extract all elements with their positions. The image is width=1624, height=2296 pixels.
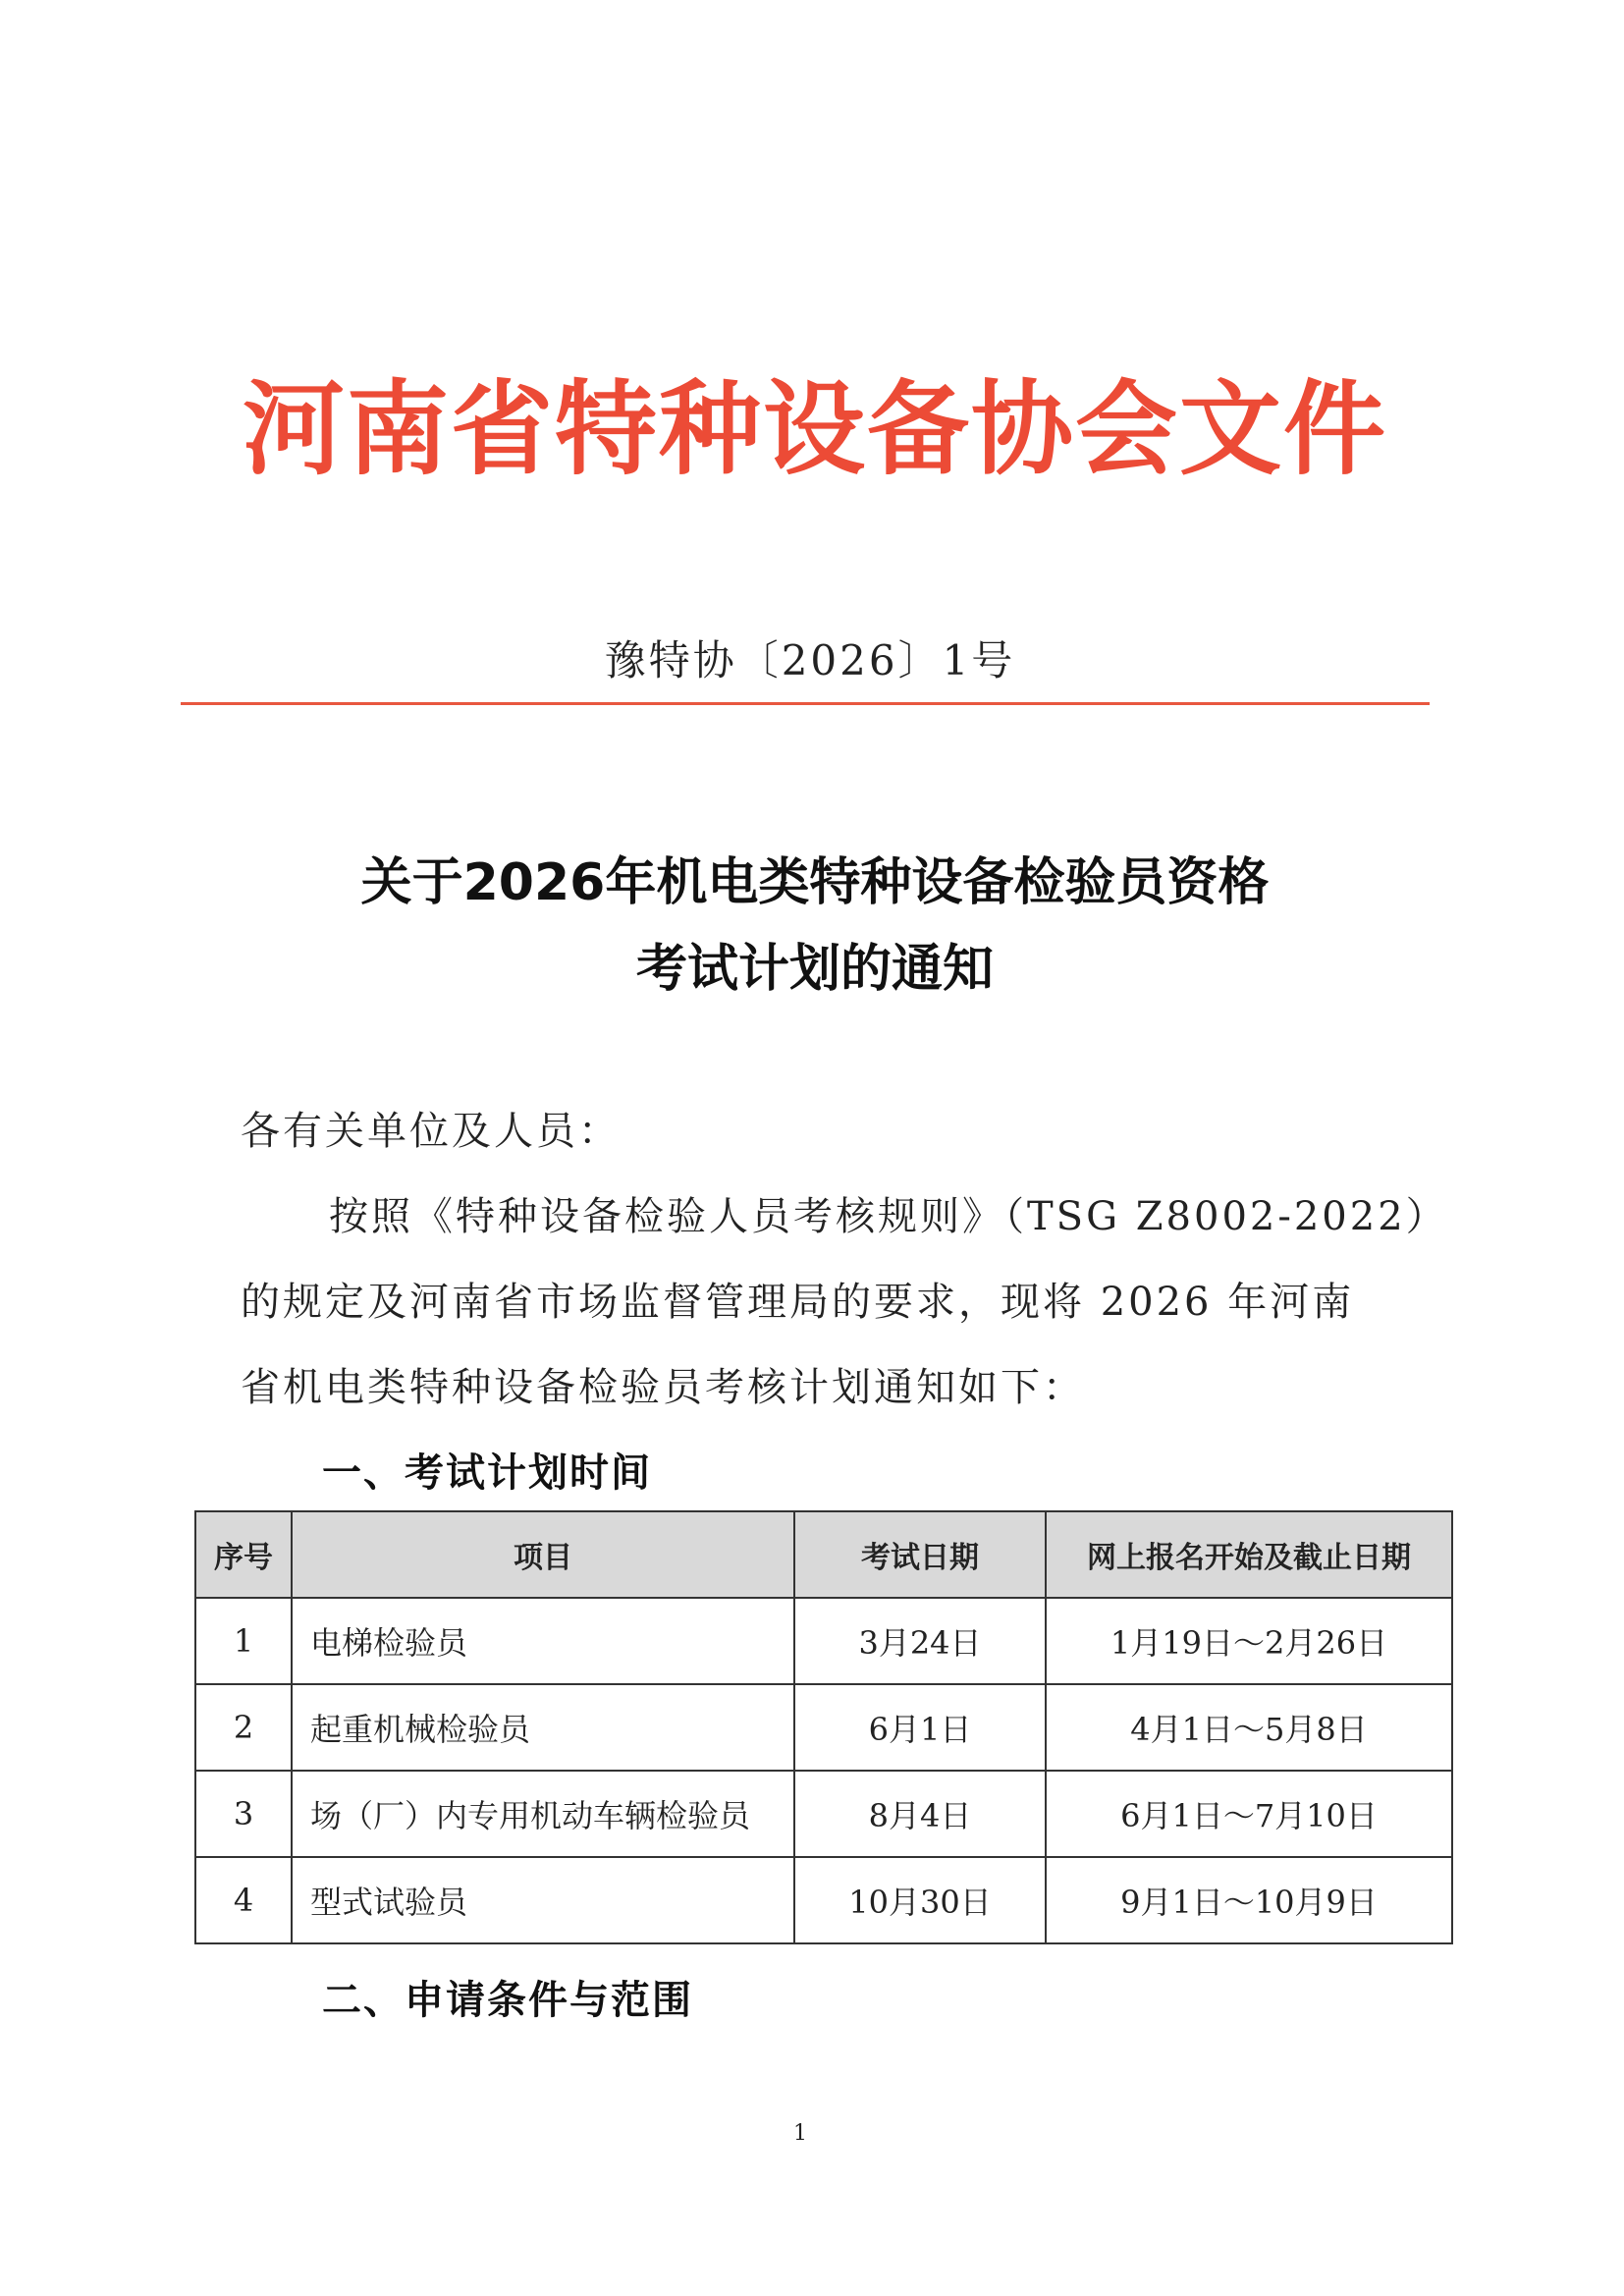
table-header-row bbox=[195, 1511, 1452, 1598]
header-exam-date: 考试日期 bbox=[794, 1511, 1046, 1598]
notice-title bbox=[177, 840, 1453, 1012]
cell-registration: 4月1日～5月8日 bbox=[1046, 1684, 1452, 1771]
header-no: 序号 bbox=[195, 1511, 292, 1598]
table-row bbox=[195, 1771, 1452, 1857]
cell-no: 1 bbox=[195, 1598, 292, 1684]
cell-no: 3 bbox=[195, 1771, 292, 1857]
cell-exam-date: 10月30日 bbox=[794, 1857, 1046, 1943]
cell-exam-date: 8月4日 bbox=[794, 1771, 1046, 1857]
table-row bbox=[195, 1598, 1452, 1684]
cell-registration: 6月1日～7月10日 bbox=[1046, 1771, 1452, 1857]
cell-registration: 1月19日～2月26日 bbox=[1046, 1598, 1452, 1684]
notice-title-line1: 关于2026年机电类特种设备检验员资格 bbox=[360, 853, 1270, 912]
red-divider-line bbox=[181, 702, 1430, 705]
cell-no: 4 bbox=[195, 1857, 292, 1943]
cell-item: 场（厂）内专用机动车辆检验员 bbox=[292, 1771, 794, 1857]
table-row bbox=[195, 1857, 1452, 1943]
body-line-2: 的规定及河南省市场监督管理局的要求，现将 2026 年河南 bbox=[241, 1280, 1355, 1325]
table-row bbox=[195, 1684, 1452, 1771]
body-line-3: 省机电类特种设备检验员考核计划通知如下： bbox=[241, 1365, 1085, 1410]
exam-plan-table bbox=[194, 1510, 1453, 1944]
body-line-1: 按照《特种设备检验人员考核规则》（TSG Z8002-2022） bbox=[329, 1194, 1448, 1239]
section-heading-2: 二、申请条件与范围 bbox=[322, 1978, 693, 2023]
cell-item: 电梯检验员 bbox=[292, 1598, 794, 1684]
masthead-title: 河南省特种设备协会文件 bbox=[242, 369, 1387, 489]
salutation: 各有关单位及人员： bbox=[241, 1109, 621, 1154]
cell-exam-date: 3月24日 bbox=[794, 1598, 1046, 1684]
cell-no: 2 bbox=[195, 1684, 292, 1771]
header-registration: 网上报名开始及截止日期 bbox=[1046, 1511, 1452, 1598]
cell-item: 型式试验员 bbox=[292, 1857, 794, 1943]
document-number: 豫特协〔2026〕1号 bbox=[604, 636, 1016, 684]
cell-exam-date: 6月1日 bbox=[794, 1684, 1046, 1771]
notice-title-line2: 考试计划的通知 bbox=[635, 940, 994, 999]
header-item: 项目 bbox=[292, 1511, 794, 1598]
cell-registration: 9月1日～10月9日 bbox=[1046, 1857, 1452, 1943]
page-number: 1 bbox=[793, 2121, 807, 2146]
cell-item: 起重机械检验员 bbox=[292, 1684, 794, 1771]
section-heading-1: 一、考试计划时间 bbox=[322, 1450, 652, 1496]
